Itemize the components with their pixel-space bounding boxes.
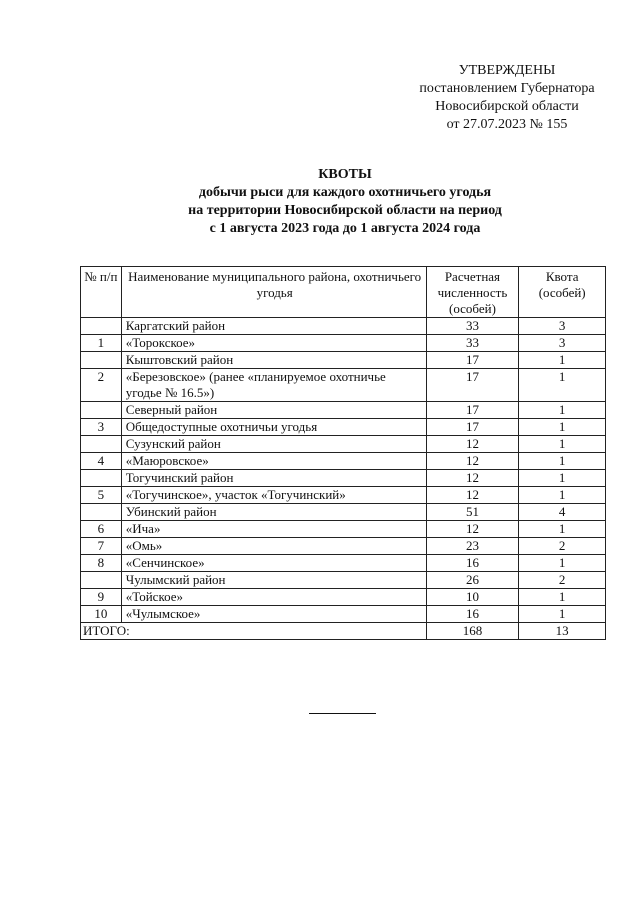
row-population: 12 bbox=[426, 487, 519, 504]
table-row bbox=[81, 436, 606, 453]
table-header-row bbox=[81, 267, 606, 318]
table-row bbox=[81, 538, 606, 555]
title-line: с 1 августа 2023 года до 1 августа 2024 года bbox=[209, 221, 481, 236]
document-title bbox=[80, 166, 610, 238]
row-population: 26 bbox=[426, 572, 519, 589]
total-quota: 13 bbox=[519, 623, 606, 640]
row-population: 12 bbox=[426, 470, 519, 487]
row-num: 8 bbox=[81, 555, 122, 572]
row-quota: 4 bbox=[519, 504, 606, 521]
row-quota: 1 bbox=[519, 369, 606, 402]
row-quota: 1 bbox=[519, 470, 606, 487]
approval-block bbox=[398, 62, 616, 134]
row-name: Убинский район bbox=[121, 504, 426, 521]
table-row bbox=[81, 521, 606, 538]
row-num: 1 bbox=[81, 335, 122, 352]
table-row bbox=[81, 555, 606, 572]
row-quota: 1 bbox=[519, 487, 606, 504]
table-body bbox=[81, 318, 606, 640]
row-population: 12 bbox=[426, 436, 519, 453]
approval-title: УТВЕРЖДЕНЫ bbox=[458, 63, 556, 78]
row-quota: 1 bbox=[519, 606, 606, 623]
row-quota: 2 bbox=[519, 572, 606, 589]
row-population: 33 bbox=[426, 335, 519, 352]
row-population: 17 bbox=[426, 369, 519, 402]
row-population: 16 bbox=[426, 606, 519, 623]
row-population: 16 bbox=[426, 555, 519, 572]
row-quota: 1 bbox=[519, 589, 606, 606]
table-row bbox=[81, 419, 606, 436]
row-quota: 1 bbox=[519, 419, 606, 436]
row-num: 9 bbox=[81, 589, 122, 606]
row-name: Каргатский район bbox=[121, 318, 426, 335]
row-quota: 1 bbox=[519, 453, 606, 470]
table-row bbox=[81, 589, 606, 606]
table-row bbox=[81, 487, 606, 504]
table-row bbox=[81, 470, 606, 487]
table-row bbox=[81, 369, 606, 402]
row-quota: 3 bbox=[519, 318, 606, 335]
row-name: «Чулымское» bbox=[121, 606, 426, 623]
row-name: Чулымский район bbox=[121, 572, 426, 589]
row-name: «Тогучинское», участок «Тогучинский» bbox=[121, 487, 426, 504]
row-population: 17 bbox=[426, 352, 519, 369]
total-label: ИТОГО: bbox=[81, 623, 427, 640]
row-num bbox=[81, 352, 122, 369]
row-name: «Омь» bbox=[121, 538, 426, 555]
row-num: 5 bbox=[81, 487, 122, 504]
table-row bbox=[81, 504, 606, 521]
header-population: Расчетная численность (особей) bbox=[426, 267, 519, 318]
signature-rule bbox=[309, 713, 376, 714]
row-num: 4 bbox=[81, 453, 122, 470]
row-population: 51 bbox=[426, 504, 519, 521]
row-num bbox=[81, 402, 122, 419]
row-name: «Тойское» bbox=[121, 589, 426, 606]
table-row bbox=[81, 572, 606, 589]
row-num: 6 bbox=[81, 521, 122, 538]
quota-table bbox=[80, 266, 606, 640]
approval-line: Новосибирской области bbox=[435, 99, 579, 114]
table-row bbox=[81, 402, 606, 419]
approval-date: от 27.07.2023 № 155 bbox=[446, 117, 568, 132]
header-name: Наименование муниципального района, охотничьего угодья bbox=[121, 267, 426, 318]
title-heading: КВОТЫ bbox=[318, 167, 372, 182]
row-quota: 1 bbox=[519, 352, 606, 369]
approval-line: постановлением Губернатора bbox=[419, 81, 595, 96]
row-name: Общедоступные охотничьи угодья bbox=[121, 419, 426, 436]
row-population: 10 bbox=[426, 589, 519, 606]
row-population: 12 bbox=[426, 453, 519, 470]
row-name: «Сенчинское» bbox=[121, 555, 426, 572]
header-num: № п/п bbox=[81, 267, 122, 318]
total-population: 168 bbox=[426, 623, 519, 640]
title-line: на территории Новосибирской области на период bbox=[188, 203, 502, 218]
row-num: 3 bbox=[81, 419, 122, 436]
row-name: Тогучинский район bbox=[121, 470, 426, 487]
table-row bbox=[81, 606, 606, 623]
row-quota: 1 bbox=[519, 521, 606, 538]
row-name: «Березовское» (ранее «планируемое охотничье угодье № 16.5») bbox=[121, 369, 426, 402]
row-population: 12 bbox=[426, 521, 519, 538]
row-quota: 3 bbox=[519, 335, 606, 352]
row-quota: 1 bbox=[519, 402, 606, 419]
row-name: «Ича» bbox=[121, 521, 426, 538]
row-num: 10 bbox=[81, 606, 122, 623]
row-num bbox=[81, 318, 122, 335]
row-quota: 2 bbox=[519, 538, 606, 555]
row-name: «Торокское» bbox=[121, 335, 426, 352]
row-num: 7 bbox=[81, 538, 122, 555]
row-population: 23 bbox=[426, 538, 519, 555]
row-quota: 1 bbox=[519, 436, 606, 453]
total-row bbox=[81, 623, 606, 640]
row-name: «Маюровское» bbox=[121, 453, 426, 470]
title-line: добычи рыси для каждого охотничьего угодья bbox=[198, 185, 492, 200]
row-num bbox=[81, 436, 122, 453]
row-quota: 1 bbox=[519, 555, 606, 572]
row-name: Сузунский район bbox=[121, 436, 426, 453]
row-num: 2 bbox=[81, 369, 122, 402]
row-name: Северный район bbox=[121, 402, 426, 419]
row-population: 33 bbox=[426, 318, 519, 335]
table-row bbox=[81, 335, 606, 352]
row-population: 17 bbox=[426, 402, 519, 419]
table-row bbox=[81, 453, 606, 470]
row-num bbox=[81, 470, 122, 487]
row-num bbox=[81, 572, 122, 589]
row-population: 17 bbox=[426, 419, 519, 436]
table-row bbox=[81, 318, 606, 335]
table-row bbox=[81, 352, 606, 369]
header-quota: Квота (особей) bbox=[519, 267, 606, 318]
row-num bbox=[81, 504, 122, 521]
row-name: Кыштовский район bbox=[121, 352, 426, 369]
